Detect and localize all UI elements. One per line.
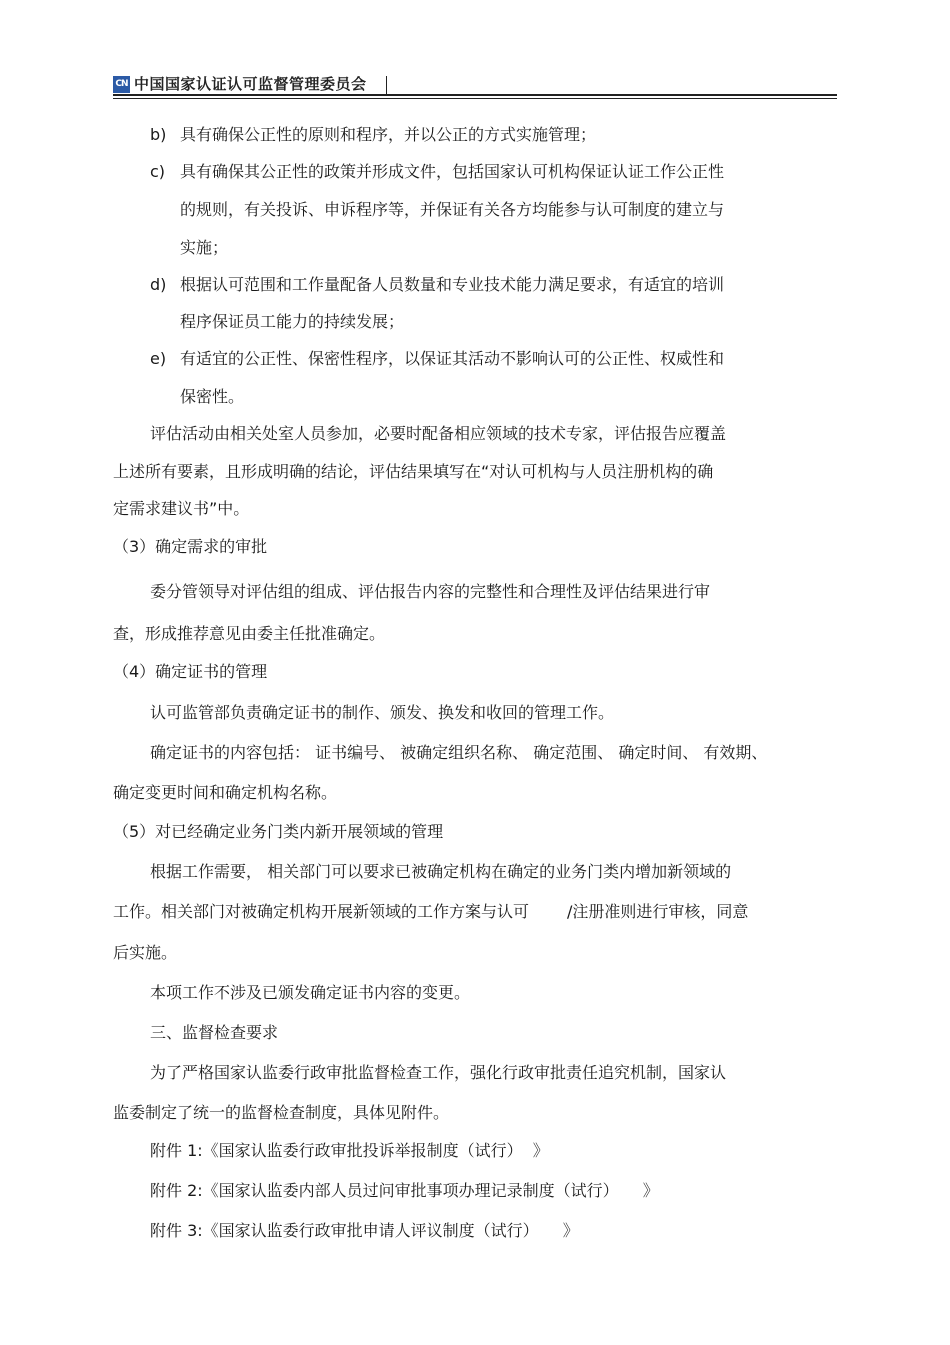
organization-name: 中国国家认证认可监督管理委员会 (134, 75, 367, 93)
attachment-close: 》 (642, 1181, 659, 1200)
paragraph-cert-content-l1: 确定证书的内容包括： 证书编号、 被确定组织名称、 确定范围、 确定时间、 有效期、 (150, 743, 768, 762)
cnca-logo: CN (113, 76, 130, 93)
header-rule-thin (113, 98, 837, 99)
attachment-label: 附件 1: (150, 1141, 203, 1160)
paragraph-evaluation-l1: 评估活动由相关处室人员参加，必要时配备相应领域的技术专家，评估报告应覆盖 (150, 424, 727, 443)
page-header (113, 74, 837, 96)
attachment-label: 附件 3: (150, 1221, 203, 1240)
list-item-text: 有适宜的公正性、保密性程序，以保证其活动不影响认可的公正性、权威性和 (180, 349, 725, 368)
list-item-d (150, 275, 724, 295)
paragraph-cert-content-l2: 确定变更时间和确定机构名称。 (113, 783, 338, 802)
list-marker: e) (150, 349, 167, 368)
list-item-e (150, 349, 724, 369)
list-item-c-line3: 实施； (180, 238, 229, 257)
paragraph-new-field-l2a: 工作。相关部门对被确定机构开展新领域的工作方案与认可 (113, 902, 530, 921)
attachment-label: 附件 2: (150, 1181, 203, 1200)
list-item-b (150, 125, 596, 145)
paragraph-no-change: 本项工作不涉及已颁发确定证书内容的变更。 (150, 983, 471, 1002)
paragraph-evaluation-l3: 定需求建议书”中。 (113, 499, 250, 518)
attachment-item-2 (150, 1181, 659, 1201)
paragraph-new-field-l2b: /注册准则进行审核，同意 (567, 902, 749, 921)
paragraph-new-field-l1: 根据工作需要， 相关部门可以要求已被确定机构在确定的业务门类内增加新领域的 (150, 862, 732, 881)
list-marker: d) (150, 275, 167, 294)
attachment-close: 》 (532, 1141, 549, 1160)
attachment-close: 》 (562, 1221, 579, 1240)
paragraph-evaluation-l2: 上述所有要素，且形成明确的结论，评估结果填写在“对认可机构与人员注册机构的确 (113, 462, 714, 481)
attachment-item-1 (150, 1141, 549, 1161)
attachment-title: 《国家认监委内部人员过问审批事项办理记录制度（试行） (202, 1181, 619, 1200)
header-separator (386, 76, 387, 94)
list-marker: b) (150, 125, 167, 144)
list-item-e-line2: 保密性。 (180, 387, 245, 406)
section-heading-supervision: 三、监督检查要求 (150, 1023, 279, 1042)
list-item-c (150, 162, 724, 182)
attachment-title: 《国家认监委行政审批投诉举报制度（试行） (202, 1141, 523, 1160)
paragraph-new-field-l2 (113, 902, 748, 922)
attachment-title: 《国家认监委行政审批申请人评议制度（试行） (202, 1221, 539, 1240)
list-item-text: 根据认可范围和工作量配备人员数量和专业技术能力满足要求，有适宜的培训 (180, 275, 725, 294)
list-item-text: 具有确保公正性的原则和程序，并以公正的方式实施管理； (180, 125, 597, 144)
header-rule-thick (113, 94, 837, 96)
paragraph-cert-management: 认可监管部负责确定证书的制作、颁发、换发和收回的管理工作。 (150, 703, 615, 722)
section-heading-4: （4）确定证书的管理 (113, 662, 268, 681)
paragraph-approval-l2: 查，形成推荐意见由委主任批准确定。 (113, 624, 386, 643)
paragraph-supervision-l1: 为了严格国家认监委行政审批监督检查工作，强化行政审批责任追究机制，国家认 (150, 1063, 727, 1082)
section-heading-5: （5）对已经确定业务门类内新开展领域的管理 (113, 822, 444, 841)
list-marker: c) (150, 162, 166, 181)
list-item-d-line2: 程序保证员工能力的持续发展； (180, 312, 405, 331)
list-item-c-line2: 的规则，有关投诉、申诉程序等，并保证有关各方均能参与认可制度的建立与 (180, 200, 725, 219)
paragraph-supervision-l2: 监委制定了统一的监督检查制度，具体见附件。 (113, 1103, 450, 1122)
paragraph-new-field-l3: 后实施。 (113, 943, 178, 962)
attachment-item-3 (150, 1221, 579, 1241)
section-heading-3: （3）确定需求的审批 (113, 537, 268, 556)
list-item-text: 具有确保其公正性的政策并形成文件，包括国家认可机构保证认证工作公正性 (180, 162, 725, 181)
paragraph-approval-l1: 委分管领导对评估组的组成、评估报告内容的完整性和合理性及评估结果进行审 (150, 582, 711, 601)
